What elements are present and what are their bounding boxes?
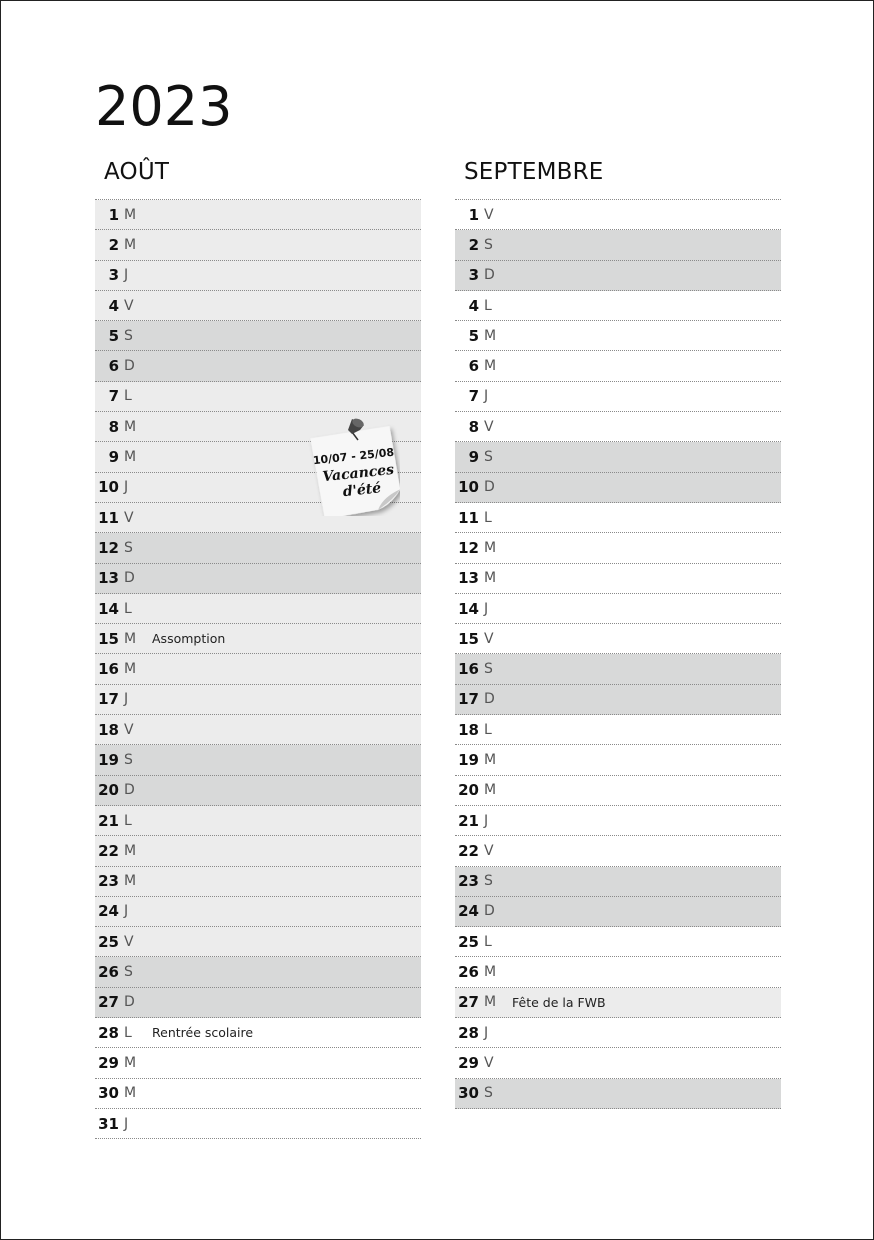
weekday-letter: S — [484, 449, 493, 466]
day-row — [95, 261, 421, 291]
day-number: 7 — [108, 387, 119, 406]
day-number: 14 — [98, 599, 119, 618]
weekday-letter: L — [124, 388, 132, 405]
weekday-letter: M — [124, 873, 137, 890]
weekday-letter: V — [484, 1054, 494, 1071]
day-number: 4 — [108, 296, 119, 315]
weekday-letter: S — [124, 751, 133, 768]
day-row — [455, 957, 781, 987]
weekday-letter: L — [124, 1024, 132, 1041]
weekday-letter: M — [124, 661, 137, 678]
weekday-letter: D — [484, 691, 495, 708]
day-number: 15 — [458, 629, 479, 648]
day-row — [455, 1079, 781, 1109]
day-number: 23 — [98, 872, 119, 891]
weekday-letter: M — [124, 236, 137, 253]
day-row — [95, 291, 421, 321]
weekday-letter: L — [484, 297, 492, 314]
day-row — [455, 291, 781, 321]
day-number: 2 — [108, 235, 119, 254]
day-row — [455, 806, 781, 836]
day-number: 10 — [98, 478, 119, 497]
day-number: 9 — [108, 448, 119, 467]
weekday-letter: L — [484, 509, 492, 526]
day-row — [95, 382, 421, 412]
weekday-letter: M — [484, 751, 497, 768]
day-number: 14 — [458, 599, 479, 618]
day-row — [455, 988, 781, 1018]
weekday-letter: S — [484, 661, 493, 678]
day-number: 6 — [468, 357, 479, 376]
day-number: 1 — [468, 205, 479, 224]
day-row — [95, 685, 421, 715]
weekday-letter: M — [124, 1054, 137, 1071]
day-number: 20 — [98, 781, 119, 800]
day-row — [95, 1079, 421, 1109]
day-event: Assomption — [152, 631, 226, 647]
day-row — [455, 897, 781, 927]
day-row — [95, 594, 421, 624]
day-row — [95, 230, 421, 260]
day-row — [455, 836, 781, 866]
weekday-letter: D — [124, 994, 135, 1011]
day-number: 18 — [458, 720, 479, 739]
day-row — [455, 321, 781, 351]
day-number: 12 — [458, 538, 479, 557]
day-number: 6 — [108, 357, 119, 376]
weekday-letter: J — [124, 1115, 129, 1132]
weekday-letter: J — [484, 388, 489, 405]
weekday-letter: D — [124, 358, 135, 375]
weekday-letter: S — [124, 327, 133, 344]
day-number: 5 — [108, 326, 119, 345]
day-row — [95, 957, 421, 987]
weekday-letter: V — [124, 509, 134, 526]
day-number: 20 — [458, 781, 479, 800]
day-row — [455, 200, 781, 230]
day-row — [95, 836, 421, 866]
day-number: 3 — [108, 266, 119, 285]
weekday-letter: D — [484, 267, 495, 284]
day-number: 10 — [458, 478, 479, 497]
day-number: 23 — [458, 872, 479, 891]
weekday-letter: L — [124, 600, 132, 617]
month-title-september: SEPTEMBRE — [464, 159, 604, 185]
day-number: 19 — [458, 750, 479, 769]
day-row — [455, 715, 781, 745]
weekday-letter: L — [484, 933, 492, 950]
day-row — [95, 200, 421, 230]
day-row — [95, 533, 421, 563]
day-row — [455, 745, 781, 775]
weekday-letter: J — [124, 267, 129, 284]
weekday-letter: M — [124, 630, 137, 647]
day-row — [95, 351, 421, 381]
day-number: 24 — [98, 902, 119, 921]
weekday-letter: V — [484, 206, 494, 223]
weekday-letter: M — [124, 418, 137, 435]
day-number: 2 — [468, 235, 479, 254]
day-number: 13 — [458, 569, 479, 588]
day-number: 30 — [98, 1084, 119, 1103]
weekday-letter: S — [124, 539, 133, 556]
day-row — [455, 533, 781, 563]
day-number: 17 — [98, 690, 119, 709]
weekday-letter: S — [484, 1085, 493, 1102]
day-row — [455, 564, 781, 594]
weekday-letter: V — [124, 721, 134, 738]
weekday-letter: D — [124, 782, 135, 799]
day-number: 24 — [458, 902, 479, 921]
day-row — [455, 867, 781, 897]
day-row — [455, 654, 781, 684]
day-row — [455, 382, 781, 412]
day-number: 25 — [458, 932, 479, 951]
weekday-letter: D — [484, 903, 495, 920]
month-column-august — [95, 199, 421, 1139]
weekday-letter: M — [484, 539, 497, 556]
weekday-letter: V — [484, 842, 494, 859]
weekday-letter: J — [484, 600, 489, 617]
day-number: 18 — [98, 720, 119, 739]
day-row — [95, 564, 421, 594]
day-row — [95, 654, 421, 684]
day-number: 11 — [458, 508, 479, 527]
sticky-note-line1: Vacances — [321, 461, 395, 486]
day-row — [95, 1018, 421, 1048]
day-number: 15 — [98, 629, 119, 648]
weekday-letter: V — [124, 933, 134, 950]
day-row — [95, 927, 421, 957]
day-row — [455, 503, 781, 533]
day-number: 12 — [98, 538, 119, 557]
day-row — [455, 1018, 781, 1048]
day-number: 26 — [458, 963, 479, 982]
day-row — [95, 867, 421, 897]
year-title: 2023 — [95, 75, 233, 138]
weekday-letter: M — [124, 842, 137, 859]
day-number: 3 — [468, 266, 479, 285]
weekday-letter: V — [484, 418, 494, 435]
day-row — [95, 776, 421, 806]
day-number: 11 — [98, 508, 119, 527]
day-number: 21 — [98, 811, 119, 830]
day-row — [95, 624, 421, 654]
weekday-letter: D — [484, 479, 495, 496]
weekday-letter: M — [484, 994, 497, 1011]
weekday-letter: S — [484, 873, 493, 890]
day-number: 27 — [458, 993, 479, 1012]
day-event: Rentrée scolaire — [152, 1025, 254, 1041]
day-number: 22 — [98, 841, 119, 860]
day-number: 5 — [468, 326, 479, 345]
day-number: 8 — [108, 417, 119, 436]
day-row — [95, 1048, 421, 1078]
day-number: 29 — [98, 1053, 119, 1072]
day-number: 4 — [468, 296, 479, 315]
month-column-september — [455, 199, 781, 1109]
day-row — [95, 806, 421, 836]
day-row — [95, 988, 421, 1018]
weekday-letter: M — [484, 570, 497, 587]
day-number: 31 — [98, 1114, 119, 1133]
weekday-letter: L — [484, 721, 492, 738]
day-number: 28 — [98, 1023, 119, 1042]
day-row — [455, 927, 781, 957]
day-number: 9 — [468, 448, 479, 467]
weekday-letter: J — [124, 691, 129, 708]
weekday-letter: V — [484, 630, 494, 647]
day-number: 21 — [458, 811, 479, 830]
day-number: 1 — [108, 205, 119, 224]
day-row — [455, 261, 781, 291]
day-number: 13 — [98, 569, 119, 588]
day-number: 25 — [98, 932, 119, 951]
weekday-letter: M — [484, 964, 497, 981]
weekday-letter: J — [484, 1024, 489, 1041]
day-row — [455, 412, 781, 442]
day-number: 19 — [98, 750, 119, 769]
day-row — [95, 897, 421, 927]
day-number: 17 — [458, 690, 479, 709]
sticky-note-line2: d'été — [342, 480, 382, 501]
day-number: 16 — [98, 660, 119, 679]
day-row — [455, 473, 781, 503]
day-row — [455, 230, 781, 260]
day-row — [95, 321, 421, 351]
day-row — [455, 351, 781, 381]
weekday-letter: M — [124, 206, 137, 223]
weekday-letter: M — [484, 782, 497, 799]
weekday-letter: S — [124, 964, 133, 981]
weekday-letter: M — [484, 327, 497, 344]
day-number: 8 — [468, 417, 479, 436]
day-number: 22 — [458, 841, 479, 860]
sticky-note — [308, 416, 400, 516]
weekday-letter: M — [124, 449, 137, 466]
day-number: 26 — [98, 963, 119, 982]
day-number: 27 — [98, 993, 119, 1012]
day-number: 28 — [458, 1023, 479, 1042]
day-number: 16 — [458, 660, 479, 679]
weekday-letter: J — [484, 812, 489, 829]
sticky-note-dates: 10/07 - 25/08 — [312, 445, 395, 468]
day-row — [95, 745, 421, 775]
month-title-august: AOÛT — [104, 159, 170, 185]
day-row — [95, 715, 421, 745]
day-number: 7 — [468, 387, 479, 406]
day-row — [455, 624, 781, 654]
weekday-letter: L — [124, 812, 132, 829]
day-row — [455, 1048, 781, 1078]
day-row — [455, 776, 781, 806]
day-row — [455, 594, 781, 624]
day-row — [455, 685, 781, 715]
day-row — [95, 1109, 421, 1139]
weekday-letter: M — [484, 358, 497, 375]
weekday-letter: J — [124, 479, 129, 496]
weekday-letter: M — [124, 1085, 137, 1102]
day-number: 29 — [458, 1053, 479, 1072]
day-number: 30 — [458, 1084, 479, 1103]
weekday-letter: V — [124, 297, 134, 314]
weekday-letter: S — [484, 236, 493, 253]
day-event: Fête de la FWB — [512, 994, 606, 1010]
weekday-letter: J — [124, 903, 129, 920]
day-row — [455, 442, 781, 472]
weekday-letter: D — [124, 570, 135, 587]
